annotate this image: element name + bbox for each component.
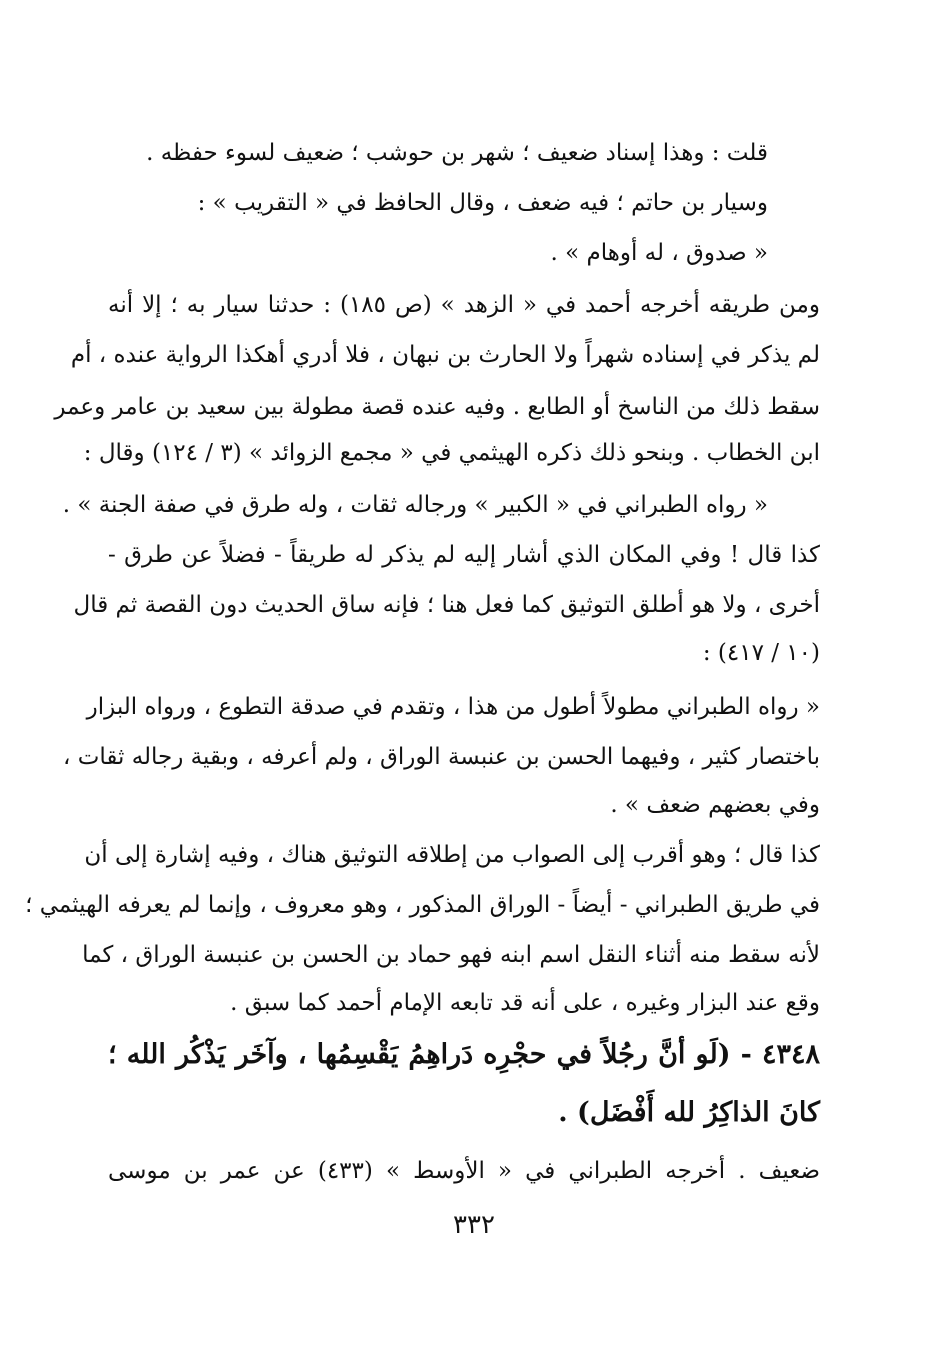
hadith-heading-line-1: ٤٣٤٨ - (لَو أنَّ رجُلاً في حجْرِه دَراهِمُ يَقْسِمُها ، وآخَر يَذْكُر الله ؛ (108, 1039, 820, 1070)
text-line-3: « صدوق ، له أوهام » . (550, 240, 768, 266)
text-line-13: باختصار كثير ، وفيهما الحسن بن عنبسة الوراق ، ولم أعرفه ، وبقية رجاله ثقات ، (62, 744, 820, 770)
text-line-8: « رواه الطبراني في « الكبير » ورجاله ثقات ، وله طرق في صفة الجنة » . (62, 492, 768, 518)
text-line-17: لأنه سقط منه أثناء النقل اسم ابنه فهو حماد بن الحسن بن عنبسة الوراق ، كما (82, 942, 820, 968)
page-number: ٣٣٢ (453, 1210, 495, 1240)
hadith-heading-line-2: كانَ الذاكِرُ لله أَفْضَل) . (558, 1097, 820, 1128)
text-line-16: في طريق الطبراني - أيضاً - الوراق المذكور ، وهو معروف ، وإنما لم يعرفه الهيثمي ؛ (25, 892, 820, 918)
text-line-19: ضعيف . أخرجه الطبراني في « الأوسط » (٤٣٣) عن عمر بن موسى (108, 1158, 820, 1184)
text-line-14: وفي بعضهم ضعف » . (610, 792, 820, 818)
text-line-11: (١٠ / ٤١٧) : (702, 640, 820, 666)
text-line-2: وسيار بن حاتم ؛ فيه ضعف ، وقال الحافظ في « التقريب » : (197, 190, 768, 216)
text-line-4: ومن طريقه أخرجه أحمد في « الزهد » (ص ١٨٥) : حدثنا سيار به ؛ إلا أنه (108, 292, 820, 318)
text-line-5: لم يذكر في إسناده شهراً ولا الحارث بن نبهان ، فلا أدري أهكذا الرواية عنده ، أم (70, 342, 820, 368)
text-line-7: ابن الخطاب . وبنحو ذلك ذكره الهيثمي في « مجمع الزوائد » (٣ / ١٢٤) وقال : (83, 440, 820, 466)
text-line-18: وقع عند البزار وغيره ، على أنه قد تابعه الإمام أحمد كما سبق . (230, 990, 820, 1016)
text-line-1: قلت : وهذا إسناد ضعيف ؛ شهر بن حوشب ؛ ضعيف لسوء حفظه . (146, 140, 768, 166)
text-line-15: كذا قال ؛ وهو أقرب إلى الصواب من إطلاقه التوثيق هناك ، وفيه إشارة إلى أن (84, 842, 820, 868)
text-line-12: « رواه الطبراني مطولاً أطول من هذا ، وتقدم في صدقة التطوع ، ورواه البزار (86, 694, 820, 720)
text-line-6: سقط ذلك من الناسخ أو الطابع . وفيه عنده قصة مطولة بين سعيد بن عامر وعمر (54, 394, 820, 420)
text-line-9: كذا قال ! وفي المكان الذي أشار إليه لم يذكر له طريقاً - فضلاً عن طرق - (108, 542, 820, 568)
text-line-10: أخرى ، ولا هو أطلق التوثيق كما فعل هنا ؛ فإنه ساق الحديث دون القصة ثم قال (73, 592, 820, 618)
